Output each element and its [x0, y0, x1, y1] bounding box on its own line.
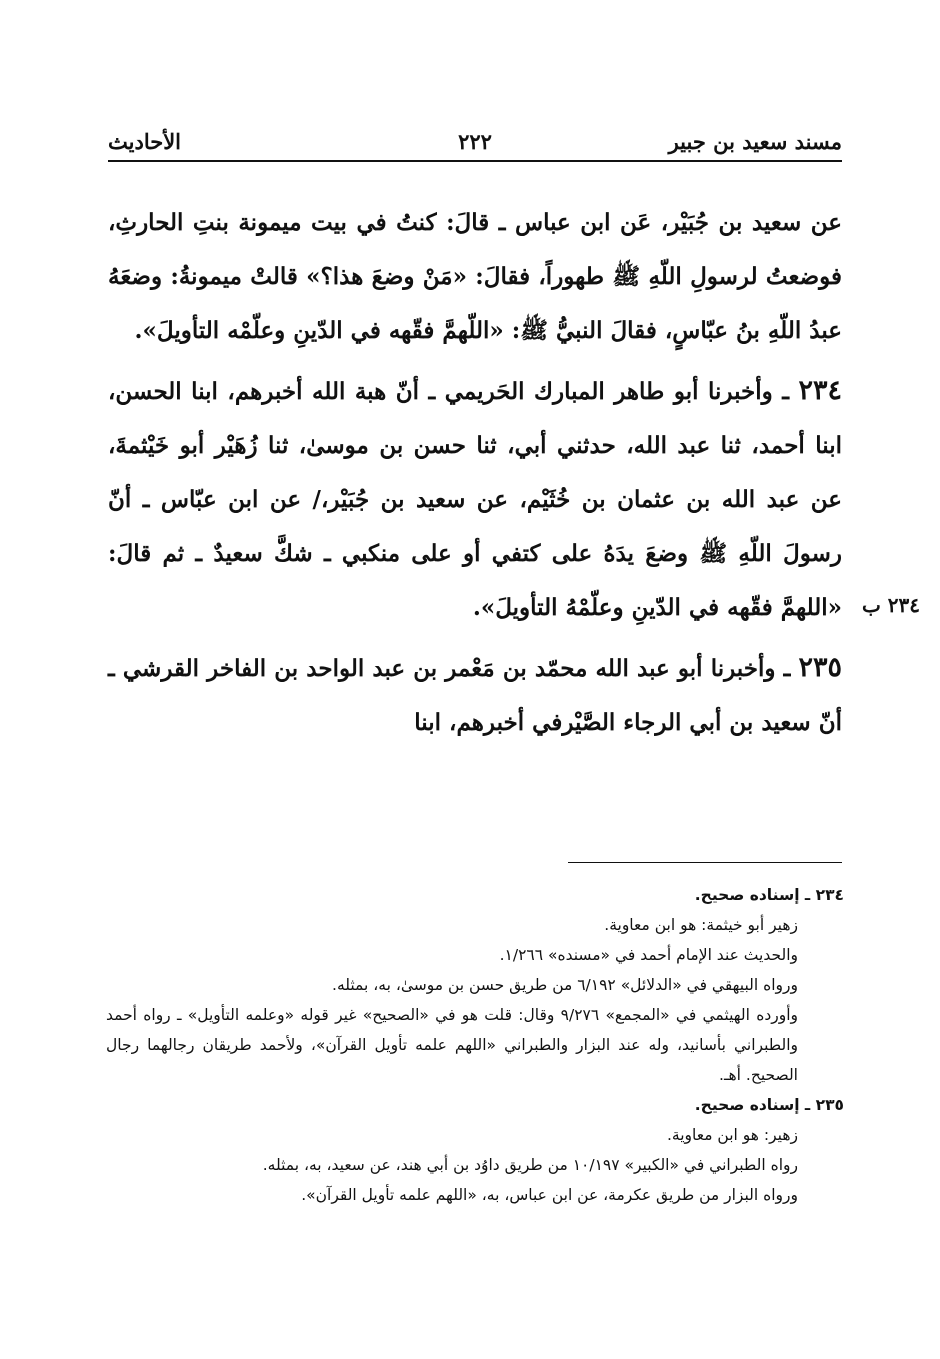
footnote-235-head: ٢٣٥ ـ إسناده صحيح.	[694, 1096, 844, 1114]
manuscript-folio-marker: ٢٣٤ ب	[862, 593, 921, 617]
footnote-235-line: رواه الطبراني في «الكبير» ١٠/١٩٧ من طريق داوُد بن أبي هند، عن سعيد، به، بمثله.	[262, 1156, 798, 1174]
footnote-234-line: والحديث عند الإمام أحمد في «مسنده» ١/٢٦٦.	[499, 946, 798, 964]
header-book-title: مسند سعيد بن جبير	[668, 129, 842, 154]
page-number: ٢٢٢	[458, 129, 492, 154]
paragraph-233-continued: عن سعيد بن جُبَيْر، عَن ابن عباس ـ قالَ: كنتُ في بيت ميمونة بنتِ الحارثِ، فوضعتُ لرسولِ اللّهِ ﷺ طهوراً، فقالَ: «مَنْ وضعَ هذا؟» قالتْ ميمونةُ: وضعَهُ عبدُ اللّهِ بنُ عبّاسٍ، فقالَ النبيُّ ﷺ: «اللّهمَّ فقّهه في الدّينِ وعلّمْه التأويلَ».	[108, 209, 842, 344]
footnote-separator	[568, 862, 842, 863]
hadith-234-text: ـ وأخبرنا أبو طاهر المبارك الحَريمي ـ أنّ هبة الله أخبرهم، ابنا الحسن، ابنا أحمد، ثنا عبد الله، حدثني أبي، ثنا حسن بن موسىٰ، ثنا زُهَيْر أبو خَيْثمةَ، عن عبد الله بن عثمان بن خُثَيْم، عن سعيد بن جُبَيْر،/ عن ابن عبّاس ـ أنّ رسولَ اللّهِ ﷺ وضعَ يدَهُ على كتفي أو على منكبي ـ شكَّ سعيدٌ ـ ثم قالَ: «اللهمَّ فقّهه في الدّينِ وعلّمْهُ التأويلَ».	[108, 378, 842, 621]
footnote-235-line: ورواه البزار من طريق عكرمة، عن ابن عباس، به، «اللهم علمه تأويل القرآن».	[301, 1186, 798, 1204]
header-rule	[108, 160, 842, 162]
footnote-234-line: وأورده الهيثمي في «المجمع» ٩/٢٧٦ وقال: قلت هو في «الصحيح» غير قوله «وعلمه التأويل» ـ رواه أحمد والطبراني بأسانيد، وله عند البزار والطبراني «اللهم علمه تأويل القرآن»، ولأحمد طريقان رجالهما رجال الصحيح. أهـ.	[106, 1006, 798, 1084]
hadith-number-234: ٢٣٤	[798, 375, 842, 406]
footnote-235-line: زهير: هو ابن معاوية.	[666, 1126, 798, 1144]
hadith-number-235: ٢٣٥	[798, 652, 842, 683]
main-text	[108, 196, 842, 756]
hadith-235-text: ـ وأخبرنا أبو عبد الله محمّد بن مَعْمر بن عبد الواحد بن الفاخر القرشي ـ أنّ سعيد بن أبي الرجاء الصَّيْرفي أخبرهم، ابنا	[108, 655, 842, 736]
hadith-235	[108, 641, 842, 750]
footnote-234-line: زهير أبو خيثمة: هو ابن معاوية.	[604, 916, 798, 934]
running-header	[108, 125, 842, 161]
header-section-title: الأحاديث	[108, 129, 182, 154]
hadith-234	[108, 364, 842, 635]
footnote-234-head: ٢٣٤ ـ إسناده صحيح.	[694, 886, 844, 904]
footnotes	[106, 880, 844, 1210]
footnote-234-line: ورواه البيهقي في «الدلائل» ٦/١٩٢ من طريق حسن بن موسىٰ، به، بمثله.	[332, 976, 798, 994]
